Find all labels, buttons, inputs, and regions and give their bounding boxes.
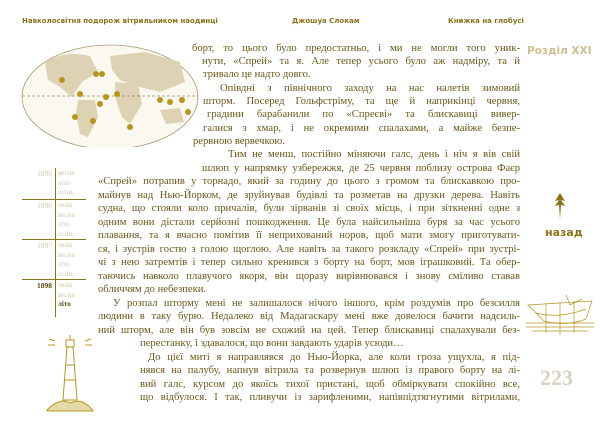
text-line: одним вони дістали серйозні пошкодження. Це була найсильніша буря за час усього [98, 217, 520, 228]
text-line: До цієї миті я направлявся до Нью-Йорка, але коли гроза ущухла, я під- [148, 352, 520, 363]
page-number: 223 [540, 365, 573, 390]
timeline-divider [22, 199, 86, 200]
text-line: чі з нею затремтів і тепер сильно кренився з борту на борт, мов іграшковий. Та обер- [98, 257, 520, 268]
text-line: майнув над Нью-Йорком, де зруйнував будівлі та розметав на друзки дерева. Навіть [98, 190, 520, 201]
timeline-seasons[interactable]: зима весна літо [58, 281, 75, 308]
text-line: Опівдні з північного заходу на нас налетів зимовий [220, 83, 520, 94]
running-header-series: Книжка на глобусі [448, 17, 524, 25]
text-line: обличчям до небезпеки. [98, 284, 207, 295]
text-line: що відбулося. І так, пливучи із зарифленими, напівпідтягнутими вітрилами, [140, 392, 520, 403]
text-line: шторм. Посеред Гольфстріму, та ще й наприкінці червня, [203, 96, 520, 107]
current-season[interactable]: літо [58, 300, 71, 308]
timeline-year-current[interactable]: 1898 [37, 281, 52, 290]
text-line: шлюп у напрямку узбережжя, де 25 червня поблизу острова Фаєр [202, 163, 520, 174]
world-map-illustration [20, 42, 200, 147]
text-line: вий галс, курсом до якоїсь тихої пристані, щоб обміркувати спокійно все, [140, 379, 520, 390]
lighthouse-illustration [45, 335, 95, 417]
text-line: ний шторм, але він був зовсім не схожий на цей. Тепер блискавиці спалахували без- [98, 325, 520, 336]
chapter-label: Розділ XXI [527, 45, 592, 57]
timeline-seasons[interactable]: зима весна літо осінь [58, 201, 75, 238]
arrow-up-icon[interactable] [554, 193, 566, 219]
text-line: градини барабанили по «Спреєві» та блискавиці вивер- [207, 109, 520, 120]
timeline-year[interactable]: 1895 [37, 169, 52, 178]
text-line: галися з хмар, і не окремими спалахами, а майже безпе- [203, 123, 520, 134]
text-line: рервною вервечкою. [193, 136, 285, 147]
text-line: судна, що стояли коло причалів, були зірванів зі своїх місць, і при зіткненні одне з [98, 203, 520, 214]
timeline-axis [55, 168, 56, 317]
text-line: ся, і зустрів гостю з голою щоглою. Але навіть за такого розкладу «Спрей» при зустрі- [98, 244, 520, 255]
text-line: «Спрей» потрапив у торнадо, який за годину до цього з громом та блискавкою про- [98, 176, 520, 187]
text-line: плавання, та я вчасно помітив її неприхований норов, щоб мати змогу приготувати- [98, 230, 520, 241]
ship-hull-drawing [526, 293, 594, 337]
text-line: таючись навколо плавучого якоря, він щоразу вирівнювався і знову сміливо ставав [98, 271, 520, 282]
text-line: нявся на палубу, напнув вітрила та розвернув шлюп із правого борту на лі- [140, 365, 520, 376]
running-header-title: Навколосвітня подорож вітрильником наодинці [22, 17, 218, 25]
timeline-seasons[interactable]: весна літо осінь [58, 169, 75, 196]
text-line: людини в таку бурю. Недалеко від Мадагаскару мені вже довелося бачити надсиль- [98, 311, 520, 322]
timeline-seasons[interactable]: зима весна літо осінь [58, 241, 75, 278]
text-line: борт, то цього було предостатньо, і ми не могли того уник- [192, 43, 520, 54]
text-line: нути, «Спрей» та я. Але тепер усього було аж надміру, та й [202, 56, 520, 67]
running-header-author: Джошуа Слокам [292, 17, 360, 25]
timeline-year[interactable]: 1897 [37, 241, 52, 250]
text-line: Тим не менш, постійно міняючи галс, день і ніч я вів свій [228, 149, 520, 160]
text-line: тривало це надто довго. [203, 69, 311, 80]
back-link[interactable]: назад [545, 226, 583, 239]
timeline-divider [22, 279, 86, 280]
text-line: перестанку, і здавалося, що вони завдають ударів усюди… [140, 338, 404, 349]
timeline-year[interactable]: 1896 [37, 201, 52, 210]
timeline-divider [22, 239, 86, 240]
text-line: У розпал шторму мені не залишалося нічого іншого, крім роздумів про безсилля [113, 298, 520, 309]
